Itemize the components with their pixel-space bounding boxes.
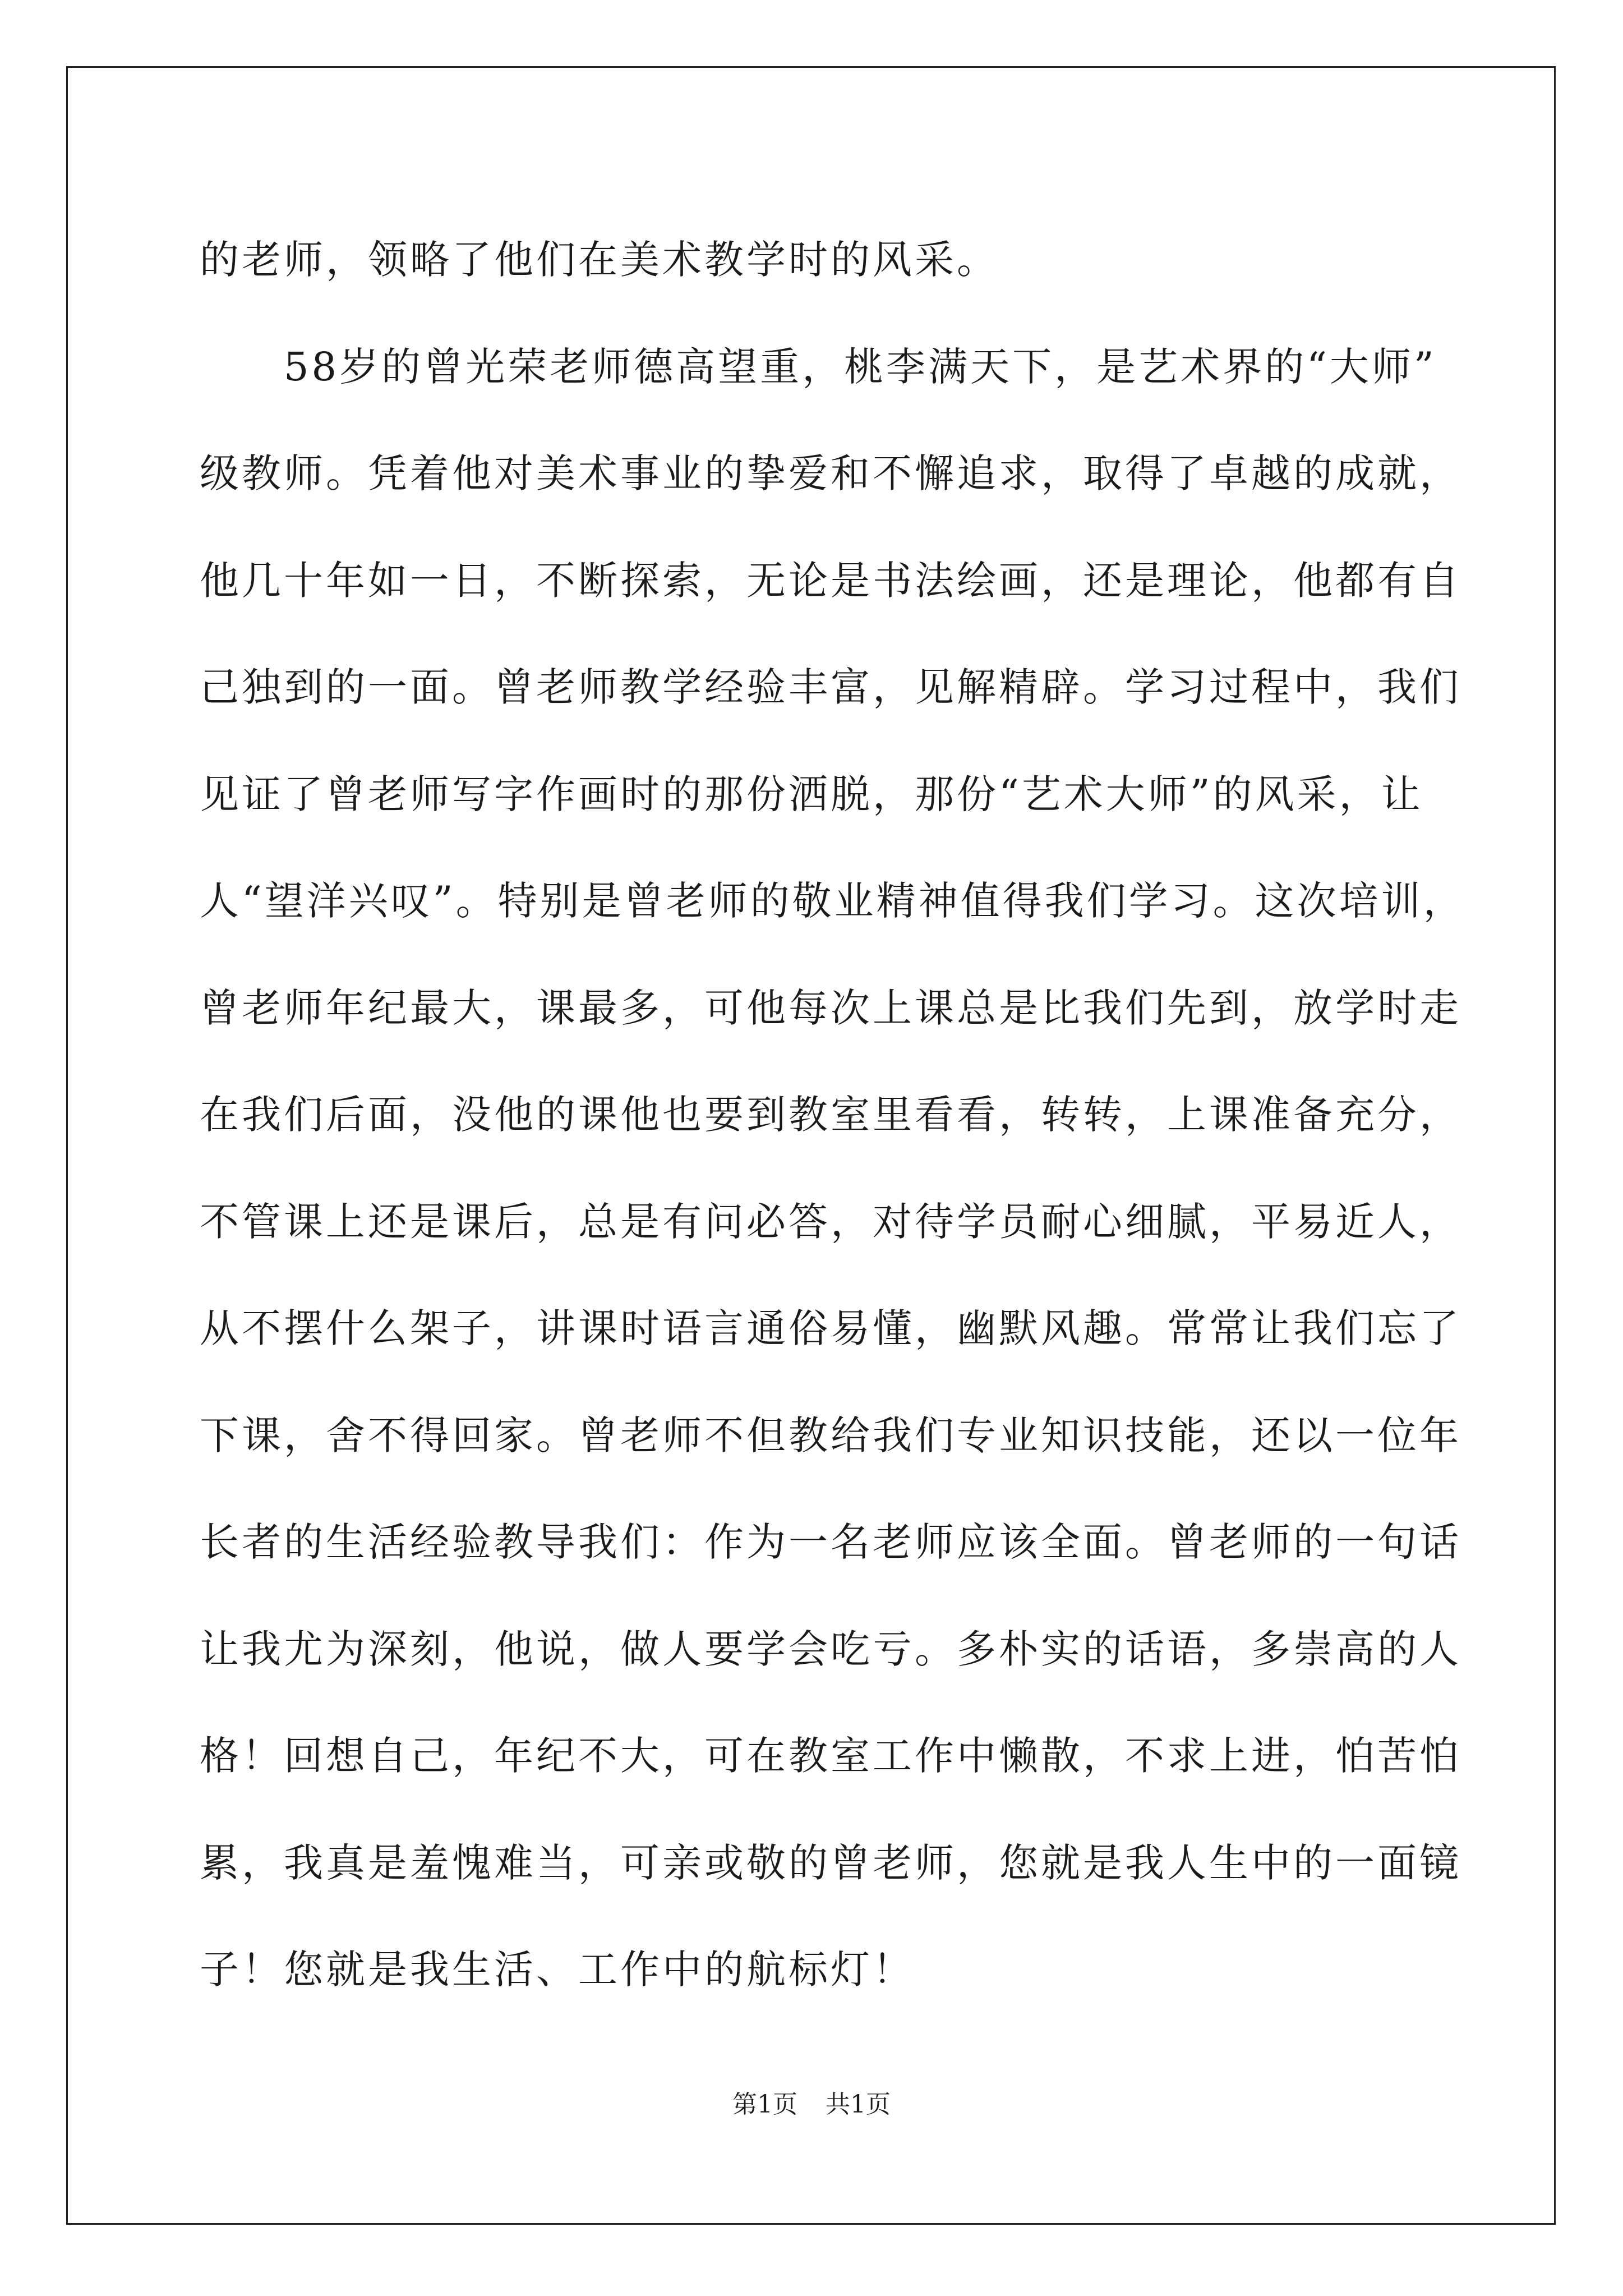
text-line: 曾老师年纪最大，课最多，可他每次上课总是比我们先到，放学时走 [200, 984, 1461, 1031]
page-footer [0, 2084, 1623, 2120]
text-line: 人“望洋兴叹”。特别是曾老师的敬业精神值得我们学习。这次培训， [200, 878, 1465, 924]
document-body [200, 206, 1465, 2023]
text-line: 不管课上还是课后，总是有问必答，对待学员耐心细腻，平易近人， [200, 1198, 1461, 1245]
text-line: 长者的生活经验教导我们：作为一名老师应该全面。曾老师的一句话 [200, 1519, 1461, 1565]
page-number-total: 共1页 [826, 2090, 891, 2119]
text-line: 他几十年如一日，不断探索，无论是书法绘画，还是理论，他都有自 [200, 557, 1461, 604]
page-number-current: 第1页 [732, 2090, 797, 2119]
text-line: 在我们后面，没他的课他也要到教室里看看，转转，上课准备充分， [200, 1092, 1461, 1138]
text-line: 下课，舍不得回家。曾老师不但教给我们专业知识技能，还以一位年 [200, 1412, 1461, 1458]
text-line: 的老师，领略了他们在美术教学时的风采。 [200, 237, 999, 283]
text-line: 格！回想自己，年纪不大，可在教室工作中懒散，不求上进，怕苦怕 [200, 1733, 1461, 1779]
text-line: 累，我真是羞愧难当，可亲或敬的曾老师，您就是我人生中的一面镜 [200, 1839, 1461, 1886]
text-line: 从不摆什么架子，讲课时语言通俗易懂，幽默风趣。常常让我们忘了 [200, 1305, 1461, 1351]
text-line: 子！您就是我生活、工作中的航标灯！ [200, 1947, 915, 1993]
text-line: 58岁的曾光荣老师德高望重，桃李满天下，是艺术界的“大师” [284, 343, 1437, 390]
text-line: 级教师。凭着他对美术事业的挚爱和不懈追求，取得了卓越的成就， [200, 450, 1461, 496]
text-line: 己独到的一面。曾老师教学经验丰富，见解精辟。学习过程中，我们 [200, 664, 1461, 710]
text-line: 见证了曾老师写字作画时的那份洒脱，那份“艺术大师”的风采，让 [200, 771, 1423, 817]
text-line: 让我尤为深刻，他说，做人要学会吃亏。多朴实的话语，多崇高的人 [200, 1626, 1461, 1672]
